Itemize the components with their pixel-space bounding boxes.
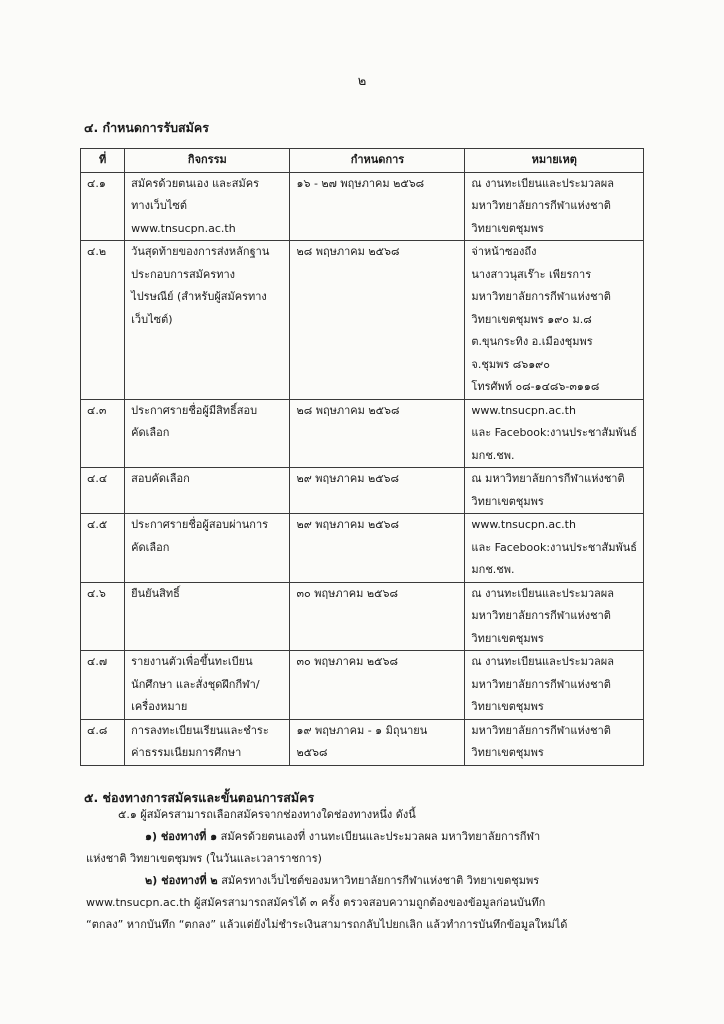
- date-cell: [290, 651, 465, 720]
- row-number: ๔.๑: [81, 172, 125, 241]
- note-line: มหาวิทยาลัยการกีฬาแห่งชาติ: [471, 677, 611, 691]
- note-line: ณ งานทะเบียนและประมวลผล: [471, 176, 614, 190]
- activity-line: ไปรษณีย์ (สำหรับผู้สมัครทาง: [131, 290, 267, 303]
- note-line: มหาวิทยาลัยการกีฬาแห่งชาติ: [471, 199, 611, 212]
- channel-1-line: [145, 826, 540, 848]
- table-row: [81, 582, 644, 651]
- note-line: ณ มหาวิทยาลัยการกีฬาแห่งชาติ: [471, 472, 625, 485]
- note-line: ต.ขุนกระทิง อ.เมืองชุมพร: [471, 335, 593, 348]
- note-line: วิทยาเขตชุมพร: [471, 631, 544, 645]
- note-line: มกช.ชพ.: [471, 448, 515, 462]
- activity-line: เว็บไซต์): [131, 312, 173, 326]
- note-line: วิทยาเขตชุมพร: [471, 221, 544, 235]
- note-line: www.tnsucpn.ac.th: [471, 403, 576, 417]
- note-line: และ Facebook:งานประชาสัมพันธ์: [471, 540, 637, 554]
- header-note: หมายเหตุ: [465, 149, 644, 173]
- row-number: ๔.๖: [81, 582, 125, 651]
- activity-line: การลงทะเบียนเรียนและชำระ: [131, 723, 269, 737]
- note-line: วิทยาเขตชุมพร: [471, 700, 544, 713]
- row-number: ๔.๗: [81, 651, 125, 720]
- date-line: ๒๕๖๘: [296, 746, 328, 759]
- channel-2-continuation-1: www.tnsucpn.ac.th ผู้สมัครสามารถสมัครได้ ๓ ครั้ง ตรวจสอบความถูกต้องของข้อมูลก่อนบันทึก: [86, 896, 546, 909]
- row-number: ๔.๔: [81, 468, 125, 514]
- date-line: ๑๙ พฤษภาคม - ๑ มิถุนายน: [296, 723, 428, 737]
- note-line: วิทยาเขตชุมพร: [471, 746, 544, 759]
- channel-2-label: ๒) ช่องทางที่ ๒: [145, 874, 218, 887]
- header-no: ที่: [81, 149, 125, 173]
- date-cell: [290, 172, 465, 241]
- date-line: ๒๘ พฤษภาคม ๒๕๖๘: [296, 403, 400, 417]
- note-line: วิทยาเขตชุมพร: [471, 494, 544, 508]
- header-date: กำหนดการ: [290, 149, 465, 173]
- note-cell: [465, 172, 644, 241]
- activity-line: วันสุดท้ายของการส่งหลักฐาน: [131, 245, 270, 258]
- table-row: [81, 172, 644, 241]
- note-line: วิทยาเขตชุมพร ๑๙๐ ม.๘: [471, 312, 592, 326]
- activity-cell: [125, 399, 290, 468]
- date-cell: [290, 582, 465, 651]
- date-cell: [290, 399, 465, 468]
- row-number: ๔.๘: [81, 719, 125, 765]
- activity-line: ประกาศรายชื่อผู้มีสิทธิ์สอบ: [131, 403, 258, 417]
- activity-cell: [125, 468, 290, 514]
- activity-line: ประกาศรายชื่อผู้สอบผ่านการ: [131, 518, 269, 531]
- channel-2-continuation-2: “ตกลง” หากบันทึก “ตกลง” แล้วแต่ยังไม่ชำระเงินสามารถกลับไปยกเลิก แล้วทำการบันทึกข้อมูลใหม่ได้: [86, 918, 568, 931]
- note-line: มกช.ชพ.: [471, 563, 515, 576]
- channel-2-line: [145, 870, 539, 892]
- row-number: ๔.๓: [81, 399, 125, 468]
- activity-cell: [125, 172, 290, 241]
- page-number: ๒: [357, 74, 367, 89]
- paragraph-5-1: ๕.๑ ผู้สมัครสามารถเลือกสมัครจากช่องทางใดช่องทางหนึ่ง ดังนี้: [118, 808, 416, 821]
- activity-line: ประกอบการสมัครทาง: [131, 267, 235, 281]
- channel-1-label: ๑) ช่องทางที่ ๑: [145, 830, 218, 843]
- note-cell: [465, 468, 644, 514]
- section-5-heading: ๕. ช่องทางการสมัครและขั้นตอนการสมัคร: [84, 790, 315, 805]
- date-line: ๒๙ พฤษภาคม ๒๕๖๘: [296, 518, 400, 531]
- activity-line: ค่าธรรมเนียมการศึกษา: [131, 746, 242, 759]
- note-line: และ Facebook:งานประชาสัมพันธ์: [471, 426, 637, 439]
- activity-cell: [125, 719, 290, 765]
- activity-line: รายงานตัวเพื่อขึ้นทะเบียน: [131, 655, 253, 668]
- table-row: [81, 719, 644, 765]
- activity-line: สอบคัดเลือก: [131, 472, 190, 485]
- note-line: มหาวิทยาลัยการกีฬาแห่งชาติ: [471, 609, 611, 622]
- note-line: มหาวิทยาลัยการกีฬาแห่งชาติ: [471, 290, 611, 303]
- registration-schedule-table: [80, 148, 644, 766]
- activity-line: คัดเลือก: [131, 426, 170, 439]
- activity-line: สมัครด้วยตนเอง และสมัคร: [131, 176, 260, 190]
- note-cell: [465, 582, 644, 651]
- activity-line: นักศึกษา และสั่งชุดฝึกกีฬา/: [131, 677, 260, 691]
- note-line: มหาวิทยาลัยการกีฬาแห่งชาติ: [471, 723, 611, 737]
- note-line: www.tnsucpn.ac.th: [471, 518, 576, 531]
- table-row: [81, 399, 644, 468]
- activity-line: เครื่องหมาย: [131, 700, 188, 713]
- date-line: ๒๘ พฤษภาคม ๒๕๖๘: [296, 245, 400, 258]
- table-row: [81, 651, 644, 720]
- table-row: [81, 468, 644, 514]
- date-line: ๒๙ พฤษภาคม ๒๕๖๘: [296, 472, 400, 485]
- channel-2-text: สมัครทางเว็บไซต์ของมหาวิทยาลัยการกีฬาแห่งชาติ วิทยาเขตชุมพร: [221, 874, 540, 887]
- row-number: ๔.๕: [81, 514, 125, 583]
- date-line: ๓๐ พฤษภาคม ๒๕๖๘: [296, 586, 398, 600]
- note-line: ณ งานทะเบียนและประมวลผล: [471, 655, 614, 668]
- table-header-row: [81, 149, 644, 173]
- channel-1-continuation: แห่งชาติ วิทยาเขตชุมพร (ในวันและเวลาราชการ): [86, 852, 322, 865]
- table-body: [81, 172, 644, 765]
- note-cell: [465, 399, 644, 468]
- note-cell: [465, 514, 644, 583]
- table-row: [81, 241, 644, 400]
- note-cell: [465, 651, 644, 720]
- activity-cell: [125, 241, 290, 400]
- note-cell: [465, 241, 644, 400]
- activity-line: www.tnsucpn.ac.th: [131, 221, 236, 235]
- date-cell: [290, 241, 465, 400]
- activity-line: ทางเว็บไซต์: [131, 199, 188, 212]
- note-line: จ่าหน้าซองถึง: [471, 245, 537, 258]
- note-line: โทรศัพท์ ๐๘-๑๔๘๖-๓๑๑๘: [471, 380, 600, 393]
- activity-cell: [125, 582, 290, 651]
- activity-cell: [125, 651, 290, 720]
- channel-1-text: สมัครด้วยตนเองที่ งานทะเบียนและประมวลผล มหาวิทยาลัยการกีฬา: [220, 830, 541, 843]
- date-cell: [290, 719, 465, 765]
- note-line: นางสาวนุสเร๊าะ เพียรการ: [471, 267, 592, 281]
- activity-line: ยืนยันสิทธิ์: [131, 586, 180, 600]
- date-line: ๓๐ พฤษภาคม ๒๕๖๘: [296, 655, 398, 668]
- note-line: จ.ชุมพร ๘๖๑๙๐: [471, 357, 550, 371]
- header-activity: กิจกรรม: [125, 149, 290, 173]
- activity-cell: [125, 514, 290, 583]
- note-cell: [465, 719, 644, 765]
- note-line: ณ งานทะเบียนและประมวลผล: [471, 586, 614, 600]
- section-4-heading: ๔. กำหนดการรับสมัคร: [84, 120, 209, 135]
- date-line: ๑๖ - ๒๗ พฤษภาคม ๒๕๖๘: [296, 176, 425, 190]
- row-number: ๔.๒: [81, 241, 125, 400]
- table-row: [81, 514, 644, 583]
- activity-line: คัดเลือก: [131, 540, 170, 554]
- date-cell: [290, 468, 465, 514]
- date-cell: [290, 514, 465, 583]
